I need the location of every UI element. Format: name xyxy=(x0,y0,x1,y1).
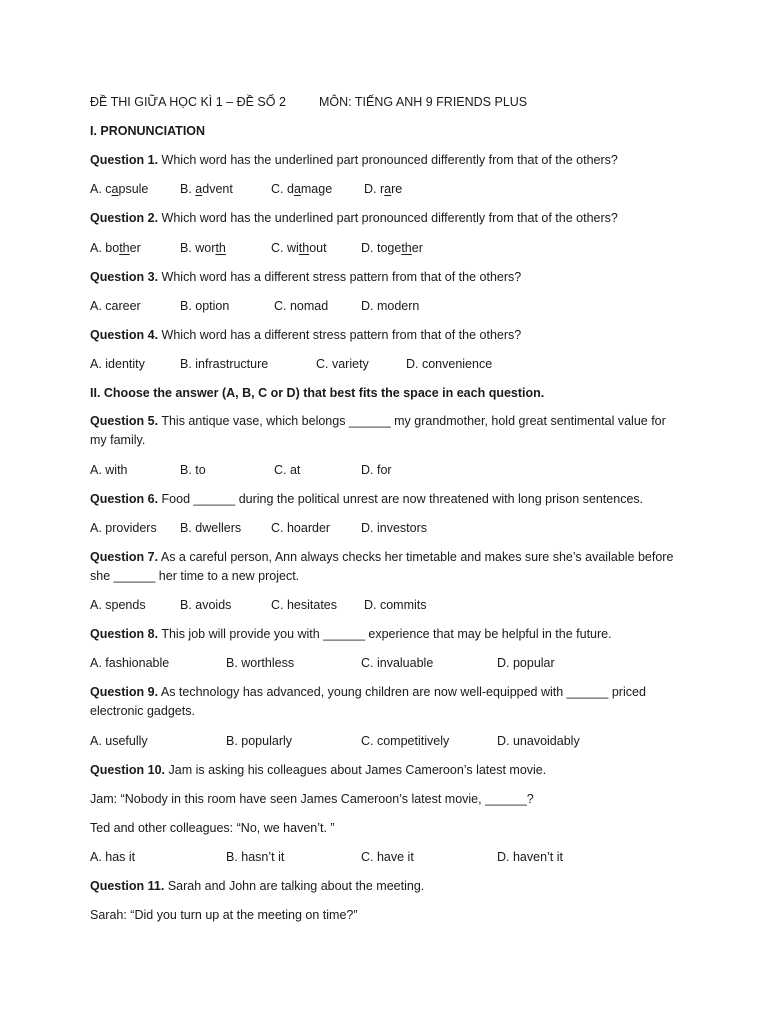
question-label: Question 5. xyxy=(90,414,159,428)
option-d[interactable]: D. rare xyxy=(364,182,403,196)
option-b[interactable]: B. advent xyxy=(180,182,233,196)
dialogue-line: Jam: “Nobody in this room have seen James Cameroon’s latest movie, ______? xyxy=(90,792,534,806)
option-c[interactable]: C. hesitates xyxy=(271,598,338,612)
option-d[interactable]: D. commits xyxy=(364,598,427,612)
option-c[interactable]: C. damage xyxy=(271,182,333,196)
question-label: Question 6. xyxy=(90,492,159,506)
option-d[interactable]: D. together xyxy=(361,241,423,255)
question-text: Which word has the underlined part pronounced differently from that of the others? xyxy=(158,211,618,225)
question-10 xyxy=(90,762,546,778)
option-a[interactable]: A. capsule xyxy=(90,182,149,196)
question-7 xyxy=(90,548,680,586)
option-b[interactable]: B. to xyxy=(180,463,206,477)
option-b[interactable]: B. hasn’t it xyxy=(226,850,285,864)
question-11 xyxy=(90,878,424,894)
option-a[interactable]: A. spends xyxy=(90,598,146,612)
question-3 xyxy=(90,269,521,285)
option-c[interactable]: C. competitively xyxy=(361,734,450,748)
option-a[interactable]: A. career xyxy=(90,299,141,313)
option-d[interactable]: D. haven’t it xyxy=(497,850,564,864)
option-d[interactable]: D. popular xyxy=(497,656,555,670)
option-c[interactable]: C. variety xyxy=(316,357,369,371)
option-d[interactable]: D. convenience xyxy=(406,357,493,371)
dialogue-line: Ted and other colleagues: “No, we haven’t. ” xyxy=(90,821,335,835)
option-a[interactable]: A. providers xyxy=(90,521,157,535)
option-b[interactable]: B. option xyxy=(180,299,230,313)
option-b[interactable]: B. worth xyxy=(180,241,226,255)
question-label: Question 2. xyxy=(90,211,159,225)
question-text: Jam is asking his colleagues about James Cameroon’s latest movie. xyxy=(165,763,547,777)
option-d[interactable]: D. investors xyxy=(361,521,427,535)
question-label: Question 7. xyxy=(90,550,159,564)
option-c[interactable]: C. without xyxy=(271,241,327,255)
option-b[interactable]: B. dwellers xyxy=(180,521,242,535)
option-b[interactable]: B. avoids xyxy=(180,598,232,612)
option-d[interactable]: D. for xyxy=(361,463,392,477)
question-label: Question 10. xyxy=(90,763,166,777)
section-pronunciation-title: I. PRONUNCIATION xyxy=(90,124,206,138)
question-label: Question 8. xyxy=(90,627,159,641)
question-6 xyxy=(90,491,643,507)
option-b[interactable]: B. popularly xyxy=(226,734,293,748)
exam-title: ĐỀ THI GIỮA HỌC KÌ 1 – ĐỀ SỐ 2 xyxy=(90,95,286,109)
question-label: Question 9. xyxy=(90,685,159,699)
question-text: Which word has the underlined part pronounced differently from that of the others? xyxy=(158,153,618,167)
question-label: Question 11. xyxy=(90,879,165,893)
option-a[interactable]: A. identity xyxy=(90,357,145,371)
question-5 xyxy=(90,412,680,450)
option-c[interactable]: C. nomad xyxy=(274,299,329,313)
question-1 xyxy=(90,152,618,168)
option-c[interactable]: C. hoarder xyxy=(271,521,331,535)
option-b[interactable]: B. worthless xyxy=(226,656,295,670)
question-text: Food ______ during the political unrest are now threatened with long prison sentences. xyxy=(158,492,644,506)
question-text: Which word has a different stress pattern from that of the others? xyxy=(158,328,522,342)
question-4 xyxy=(90,327,521,343)
question-text: This antique vase, which belongs ______ my grandmother, hold great sentimental value for my family. xyxy=(90,414,666,447)
option-a[interactable]: A. usefully xyxy=(90,734,148,748)
section-grammar-title: II. Choose the answer (A, B, C or D) that best fits the space in each question. xyxy=(90,386,545,400)
subject-title: MÔN: TIẾNG ANH 9 FRIENDS PLUS xyxy=(319,95,528,109)
option-c[interactable]: C. have it xyxy=(361,850,414,864)
option-a[interactable]: A. fashionable xyxy=(90,656,170,670)
question-9 xyxy=(90,683,680,721)
question-label: Question 1. xyxy=(90,153,159,167)
question-text: As technology has advanced, young children are now well-equipped with ______ priced electronic gadgets. xyxy=(90,685,646,718)
option-d[interactable]: D. modern xyxy=(361,299,420,313)
option-a[interactable]: A. with xyxy=(90,463,128,477)
question-8 xyxy=(90,626,612,642)
dialogue-line: Sarah: “Did you turn up at the meeting on time?” xyxy=(90,908,358,922)
question-label: Question 4. xyxy=(90,328,159,342)
option-a[interactable]: A. has it xyxy=(90,850,136,864)
question-2 xyxy=(90,210,618,226)
question-text: This job will provide you with ______ experience that may be helpful in the future. xyxy=(158,627,612,641)
option-a[interactable]: A. bother xyxy=(90,241,141,255)
question-text: Which word has a different stress pattern from that of the others? xyxy=(158,270,522,284)
option-c[interactable]: C. invaluable xyxy=(361,656,434,670)
option-c[interactable]: C. at xyxy=(274,463,301,477)
question-label: Question 3. xyxy=(90,270,159,284)
question-text: Sarah and John are talking about the meeting. xyxy=(164,879,425,893)
option-d[interactable]: D. unavoidably xyxy=(497,734,580,748)
option-b[interactable]: B. infrastructure xyxy=(180,357,269,371)
question-text: As a careful person, Ann always checks her timetable and makes sure she’s available before she ______ her time to a new project. xyxy=(90,550,674,583)
